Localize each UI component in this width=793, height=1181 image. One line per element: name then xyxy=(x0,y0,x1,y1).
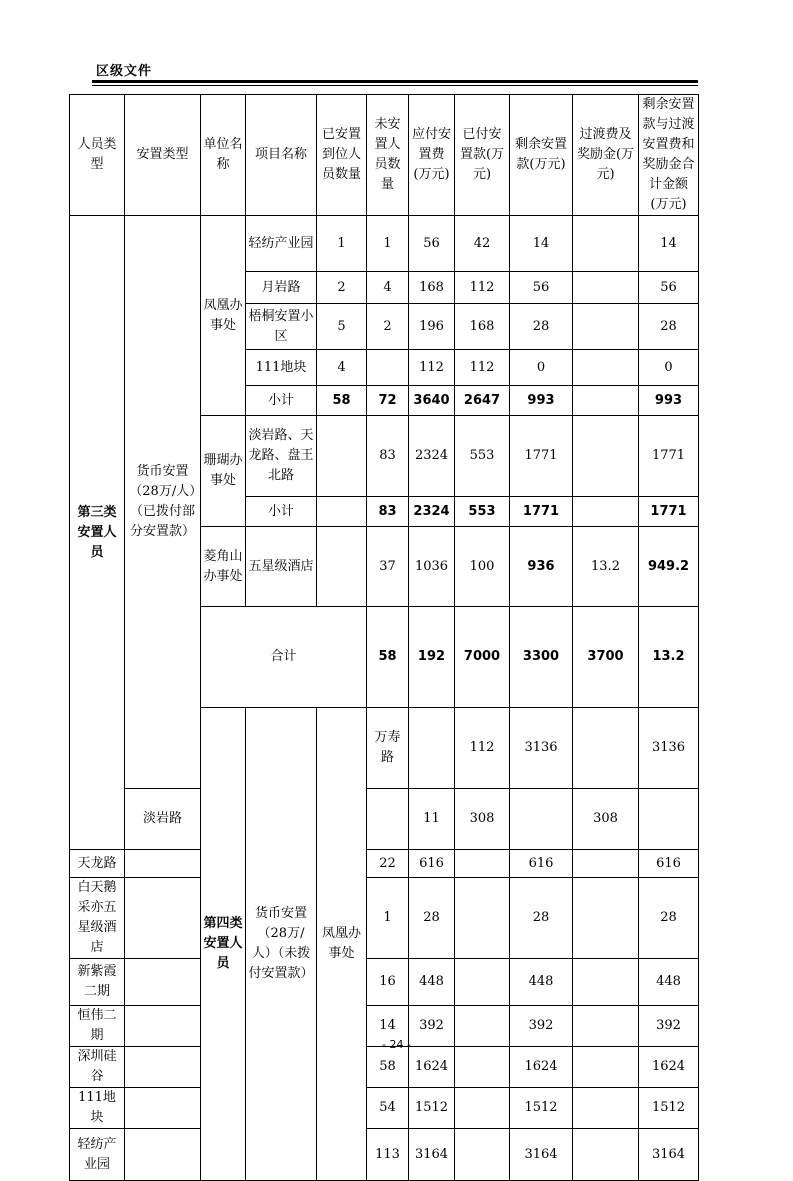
table-row xyxy=(70,959,699,1006)
table-cell xyxy=(455,1047,510,1088)
table-cell: 949.2 xyxy=(639,527,699,607)
table-cell xyxy=(573,304,639,350)
table-row xyxy=(70,1129,699,1181)
column-header: 项目名称 xyxy=(246,95,317,216)
table-cell xyxy=(573,386,639,416)
table-cell xyxy=(573,708,639,789)
project-name: 恒伟二期 xyxy=(70,1006,125,1047)
table-cell xyxy=(639,789,699,850)
table-cell: 993 xyxy=(639,386,699,416)
table-cell: 308 xyxy=(455,789,510,850)
unit-name: 凤凰办事处 xyxy=(201,216,246,416)
table-cell: 1512 xyxy=(639,1088,699,1129)
table-cell xyxy=(573,959,639,1006)
table-cell: 4 xyxy=(317,350,367,386)
project-name: 天龙路 xyxy=(70,850,125,878)
column-header: 剩余安置款与过渡安置费和奖励金合计金额(万元) xyxy=(639,95,699,216)
table-cell: 392 xyxy=(639,1006,699,1047)
column-header: 未安置人员数量 xyxy=(367,95,409,216)
header-rule xyxy=(92,80,698,83)
project-name: 月岩路 xyxy=(246,272,317,304)
table-cell: 1771 xyxy=(510,497,573,527)
table-row xyxy=(70,1088,699,1129)
table-cell xyxy=(510,789,573,850)
table-cell xyxy=(455,1088,510,1129)
column-header: 安置类型 xyxy=(125,95,201,216)
project-name: 淡岩路、天龙路、盘王北路 xyxy=(246,416,317,497)
table-cell xyxy=(455,850,510,878)
table-cell: 5 xyxy=(317,304,367,350)
table-cell: 3300 xyxy=(510,607,573,708)
table-cell: 448 xyxy=(409,959,455,1006)
table-cell xyxy=(455,959,510,1006)
table-row xyxy=(70,850,699,878)
table-cell: 28 xyxy=(639,304,699,350)
table-cell: 112 xyxy=(409,350,455,386)
table-cell: 14 xyxy=(367,1006,409,1047)
table-cell: 1036 xyxy=(409,527,455,607)
table-cell: 28 xyxy=(409,878,455,959)
unit-name: 凤凰办事处 xyxy=(317,708,367,1181)
table-cell: 448 xyxy=(510,959,573,1006)
column-header: 已安置到位人员数量 xyxy=(317,95,367,216)
settle-type: 货币安置（28万/人）（已拨付部分安置款） xyxy=(125,216,201,789)
table-cell: 1771 xyxy=(639,416,699,497)
table-cell xyxy=(367,350,409,386)
table-cell: 3136 xyxy=(639,708,699,789)
table-cell: 28 xyxy=(510,878,573,959)
table-cell: 448 xyxy=(639,959,699,1006)
subtotal-label: 小计 xyxy=(246,386,317,416)
table-cell: 993 xyxy=(510,386,573,416)
table-cell: 392 xyxy=(409,1006,455,1047)
table-cell xyxy=(573,216,639,272)
table-cell: 168 xyxy=(455,304,510,350)
project-name: 万寿路 xyxy=(367,708,409,789)
table-cell: 22 xyxy=(367,850,409,878)
table-cell: 56 xyxy=(639,272,699,304)
table-cell: 11 xyxy=(409,789,455,850)
table-cell: 553 xyxy=(455,497,510,527)
table-cell: 0 xyxy=(639,350,699,386)
project-name: 轻纺产业园 xyxy=(246,216,317,272)
person-type: 第三类安置人员 xyxy=(70,216,125,850)
table-cell xyxy=(125,878,201,959)
table-cell: 0 xyxy=(510,350,573,386)
project-name: 五星级酒店 xyxy=(246,527,317,607)
table-cell: 168 xyxy=(409,272,455,304)
subtotal-label: 小计 xyxy=(246,497,317,527)
table-cell xyxy=(409,708,455,789)
table-cell xyxy=(573,878,639,959)
table-cell: 3640 xyxy=(409,386,455,416)
table-cell: 16 xyxy=(367,959,409,1006)
column-header: 应付安置费(万元) xyxy=(409,95,455,216)
table-cell: 13.2 xyxy=(573,527,639,607)
table-cell: 616 xyxy=(510,850,573,878)
table-cell xyxy=(317,497,367,527)
column-header: 人员类型 xyxy=(70,95,125,216)
table-cell: 14 xyxy=(639,216,699,272)
total-label: 合计 xyxy=(201,607,367,708)
table-cell: 1624 xyxy=(639,1047,699,1088)
table-cell: 1 xyxy=(367,216,409,272)
unit-name: 珊瑚办事处 xyxy=(201,416,246,527)
table-cell xyxy=(317,527,367,607)
table-cell: 56 xyxy=(510,272,573,304)
table-cell: 192 xyxy=(409,607,455,708)
project-name: 111地块 xyxy=(70,1088,125,1129)
project-name: 深圳硅谷 xyxy=(70,1047,125,1088)
project-name: 111地块 xyxy=(246,350,317,386)
table-cell xyxy=(125,850,201,878)
table-cell: 1512 xyxy=(409,1088,455,1129)
table-cell: 1624 xyxy=(510,1047,573,1088)
table-row xyxy=(70,1047,699,1088)
table-cell: 112 xyxy=(455,350,510,386)
table-cell xyxy=(455,878,510,959)
header-rule-thin xyxy=(92,85,698,86)
table-cell xyxy=(367,789,409,850)
column-header: 过渡费及奖励金(万元) xyxy=(573,95,639,216)
table-cell xyxy=(573,850,639,878)
table-cell: 4 xyxy=(367,272,409,304)
project-name: 新紫霞二期 xyxy=(70,959,125,1006)
table-cell xyxy=(125,959,201,1006)
table-cell xyxy=(573,350,639,386)
table-cell: 7000 xyxy=(455,607,510,708)
document-header: 区级文件 xyxy=(96,64,153,79)
table-cell xyxy=(125,1088,201,1129)
table-cell: 553 xyxy=(455,416,510,497)
table-row xyxy=(70,789,699,850)
column-header: 单位名称 xyxy=(201,95,246,216)
table-cell: 56 xyxy=(409,216,455,272)
table-cell: 28 xyxy=(639,878,699,959)
table-cell: 3136 xyxy=(510,708,573,789)
page-number: - 24 - xyxy=(382,1038,411,1051)
table-cell: 42 xyxy=(455,216,510,272)
table-cell: 616 xyxy=(639,850,699,878)
table-cell: 58 xyxy=(367,1047,409,1088)
table-cell: 2647 xyxy=(455,386,510,416)
table-cell: 83 xyxy=(367,416,409,497)
table-cell: 58 xyxy=(317,386,367,416)
settle-type: 货币安置（28万/人）（未拨付安置款） xyxy=(246,708,317,1181)
table-cell: 1771 xyxy=(510,416,573,497)
person-type: 第四类安置人员 xyxy=(201,708,246,1181)
table-cell xyxy=(125,1129,201,1181)
column-header: 已付安置款(万元) xyxy=(455,95,510,216)
table-cell xyxy=(573,1129,639,1181)
project-name: 淡岩路 xyxy=(125,789,201,850)
table-cell: 14 xyxy=(510,216,573,272)
table-cell: 3700 xyxy=(573,607,639,708)
table-cell: 28 xyxy=(510,304,573,350)
table-cell: 1512 xyxy=(510,1088,573,1129)
table-cell: 616 xyxy=(409,850,455,878)
table-row xyxy=(70,95,699,216)
table-cell: 54 xyxy=(367,1088,409,1129)
table-cell: 3164 xyxy=(639,1129,699,1181)
project-name: 白天鹅采亦五星级酒店 xyxy=(70,878,125,959)
table-cell xyxy=(573,1088,639,1129)
table-cell xyxy=(455,1129,510,1181)
table-cell xyxy=(573,1047,639,1088)
table-cell: 1771 xyxy=(639,497,699,527)
table-cell: 936 xyxy=(510,527,573,607)
table-cell: 3164 xyxy=(409,1129,455,1181)
table-cell: 58 xyxy=(367,607,409,708)
table-cell xyxy=(573,416,639,497)
table-cell: 1624 xyxy=(409,1047,455,1088)
table-cell: 83 xyxy=(367,497,409,527)
table-cell: 1 xyxy=(317,216,367,272)
project-name: 梧桐安置小区 xyxy=(246,304,317,350)
table-row xyxy=(70,216,699,272)
table-cell: 392 xyxy=(510,1006,573,1047)
table-cell: 1 xyxy=(367,878,409,959)
table-cell xyxy=(125,1047,201,1088)
table-cell: 72 xyxy=(367,386,409,416)
table-cell xyxy=(573,497,639,527)
table-cell: 112 xyxy=(455,272,510,304)
table-cell xyxy=(317,416,367,497)
column-header: 剩余安置款(万元) xyxy=(510,95,573,216)
table-cell: 37 xyxy=(367,527,409,607)
table-cell: 13.2 xyxy=(639,607,699,708)
table-cell: 196 xyxy=(409,304,455,350)
table-cell: 113 xyxy=(367,1129,409,1181)
table-cell: 2 xyxy=(317,272,367,304)
table-cell: 2324 xyxy=(409,497,455,527)
table-cell: 2324 xyxy=(409,416,455,497)
table-cell: 3164 xyxy=(510,1129,573,1181)
table-cell xyxy=(573,272,639,304)
table-cell: 2 xyxy=(367,304,409,350)
table-row xyxy=(70,878,699,959)
resettlement-table xyxy=(69,94,699,1181)
unit-name: 菱角山办事处 xyxy=(201,527,246,607)
table-cell: 100 xyxy=(455,527,510,607)
table-cell: 112 xyxy=(455,708,510,789)
table-cell: 308 xyxy=(573,789,639,850)
project-name: 轻纺产业园 xyxy=(70,1129,125,1181)
